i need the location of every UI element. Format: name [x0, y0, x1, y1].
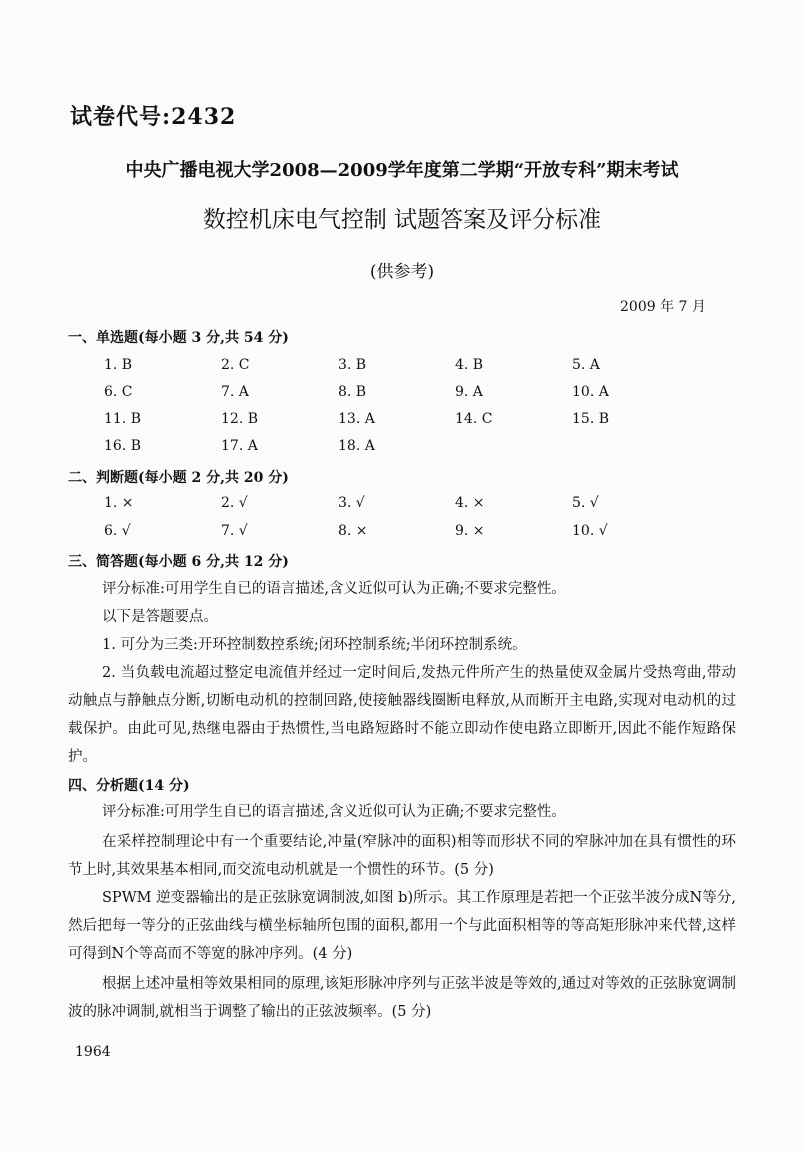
section-title-single-choice: 一、单选题(每小题 3 分,共 54 分) — [68, 330, 289, 346]
answer-item: 5. √ — [572, 495, 599, 511]
answer-item: 5. A — [572, 357, 600, 373]
answer-item: 4. × — [455, 495, 485, 511]
answer-item: 18. A — [338, 438, 375, 454]
answer-item: 9. × — [455, 523, 485, 539]
reference-note: (供参考) — [369, 262, 435, 282]
exam-name: 中央广播电视大学2008—2009学年度第二学期“开放专科”期末考试 — [125, 160, 679, 181]
answer-item: 12. B — [221, 411, 259, 427]
page-number: 1964 — [75, 1044, 111, 1060]
answer-item: 13. A — [338, 411, 375, 427]
answer-item: 4. B — [455, 357, 484, 373]
answer-item: 1. B — [104, 357, 133, 373]
answer-item: 6. C — [104, 384, 133, 400]
answer-item: 10. A — [572, 384, 609, 400]
answer-item: 16. B — [104, 438, 142, 454]
answer-item: 6. √ — [104, 523, 131, 539]
grading-criteria: 评分标准:可用学生自已的语言描述,含义近似可认为正确;不要求完整性。 — [102, 581, 566, 597]
answer-intro: 以下是答题要点。 — [102, 609, 218, 625]
answer-paragraph: 1. 可分为三类:开环控制数控系统;闭环控制系统;半闭环控制系统。 — [102, 637, 527, 653]
answer-item: 8. × — [338, 523, 368, 539]
exam-date: 2009 年 7 月 — [620, 299, 706, 315]
answer-paragraph: 2. 当负载电流超过整定电流值并经过一定时间后,发热元件所产生的热量使双金属片受热弯曲,带动动触点与静触点分断,切断电动机的控制回路,使接触器线圈断电释放,从而断开主电路,实现对电动机的过载保护。由此可见,热继电器由于热惯性,当电路短路时不能立即动作使电路立即断开,因此不能作短路保护。 — [68, 665, 736, 765]
grading-criteria: 评分标准:可用学生自已的语言描述,含义近似可认为正确;不要求完整性。 — [102, 804, 566, 820]
answer-paragraph: 在采样控制理论中有一个重要结论,冲量(窄脉冲的面积)相等而形状不同的窄脉冲加在具有惯性的环节上时,其效果基本相同,而交流电动机就是一个惯性的环节。(5 分) — [68, 834, 736, 878]
answer-item: 11. B — [104, 411, 142, 427]
section-title-true-false: 二、判断题(每小题 2 分,共 20 分) — [68, 470, 289, 486]
section-title-analysis: 四、分析题(14 分) — [68, 778, 190, 794]
section-title-short-answer: 三、简答题(每小题 6 分,共 12 分) — [68, 554, 289, 570]
answer-item: 2. C — [221, 357, 250, 373]
answer-paragraph: SPWM 逆变器输出的是正弦脉宽调制波,如图 b)所示。其工作原理是若把一个正弦半波分成N等分,然后把每一等分的正弦曲线与横坐标轴所包围的面积,都用一个与此面积相等的等高矩形脉冲来代替,这样可得到N个等高而不等宽的脉冲序列。(4 分) — [68, 890, 736, 962]
answer-item: 14. C — [455, 411, 493, 427]
answer-item: 2. √ — [221, 495, 248, 511]
paper-code: 试卷代号:2432 — [70, 104, 237, 130]
answer-item: 7. A — [221, 384, 249, 400]
answer-item: 17. A — [221, 438, 258, 454]
answer-item: 9. A — [455, 384, 483, 400]
answer-paragraph: 根据上述冲量相等效果相同的原理,该矩形脉冲序列与正弦半波是等效的,通过对等效的正弦脉宽调制波的脉冲调制,就相当于调整了输出的正弦波频率。(5 分) — [68, 976, 736, 1020]
answer-item: 3. B — [338, 357, 367, 373]
answer-item: 1. × — [104, 495, 134, 511]
answer-item: 8. B — [338, 384, 367, 400]
answer-item: 7. √ — [221, 523, 248, 539]
page-title: 数控机床电气控制 试题答案及评分标准 — [202, 207, 602, 233]
answer-item: 3. √ — [338, 495, 365, 511]
answer-item: 10. √ — [572, 523, 608, 539]
answer-item: 15. B — [572, 411, 610, 427]
